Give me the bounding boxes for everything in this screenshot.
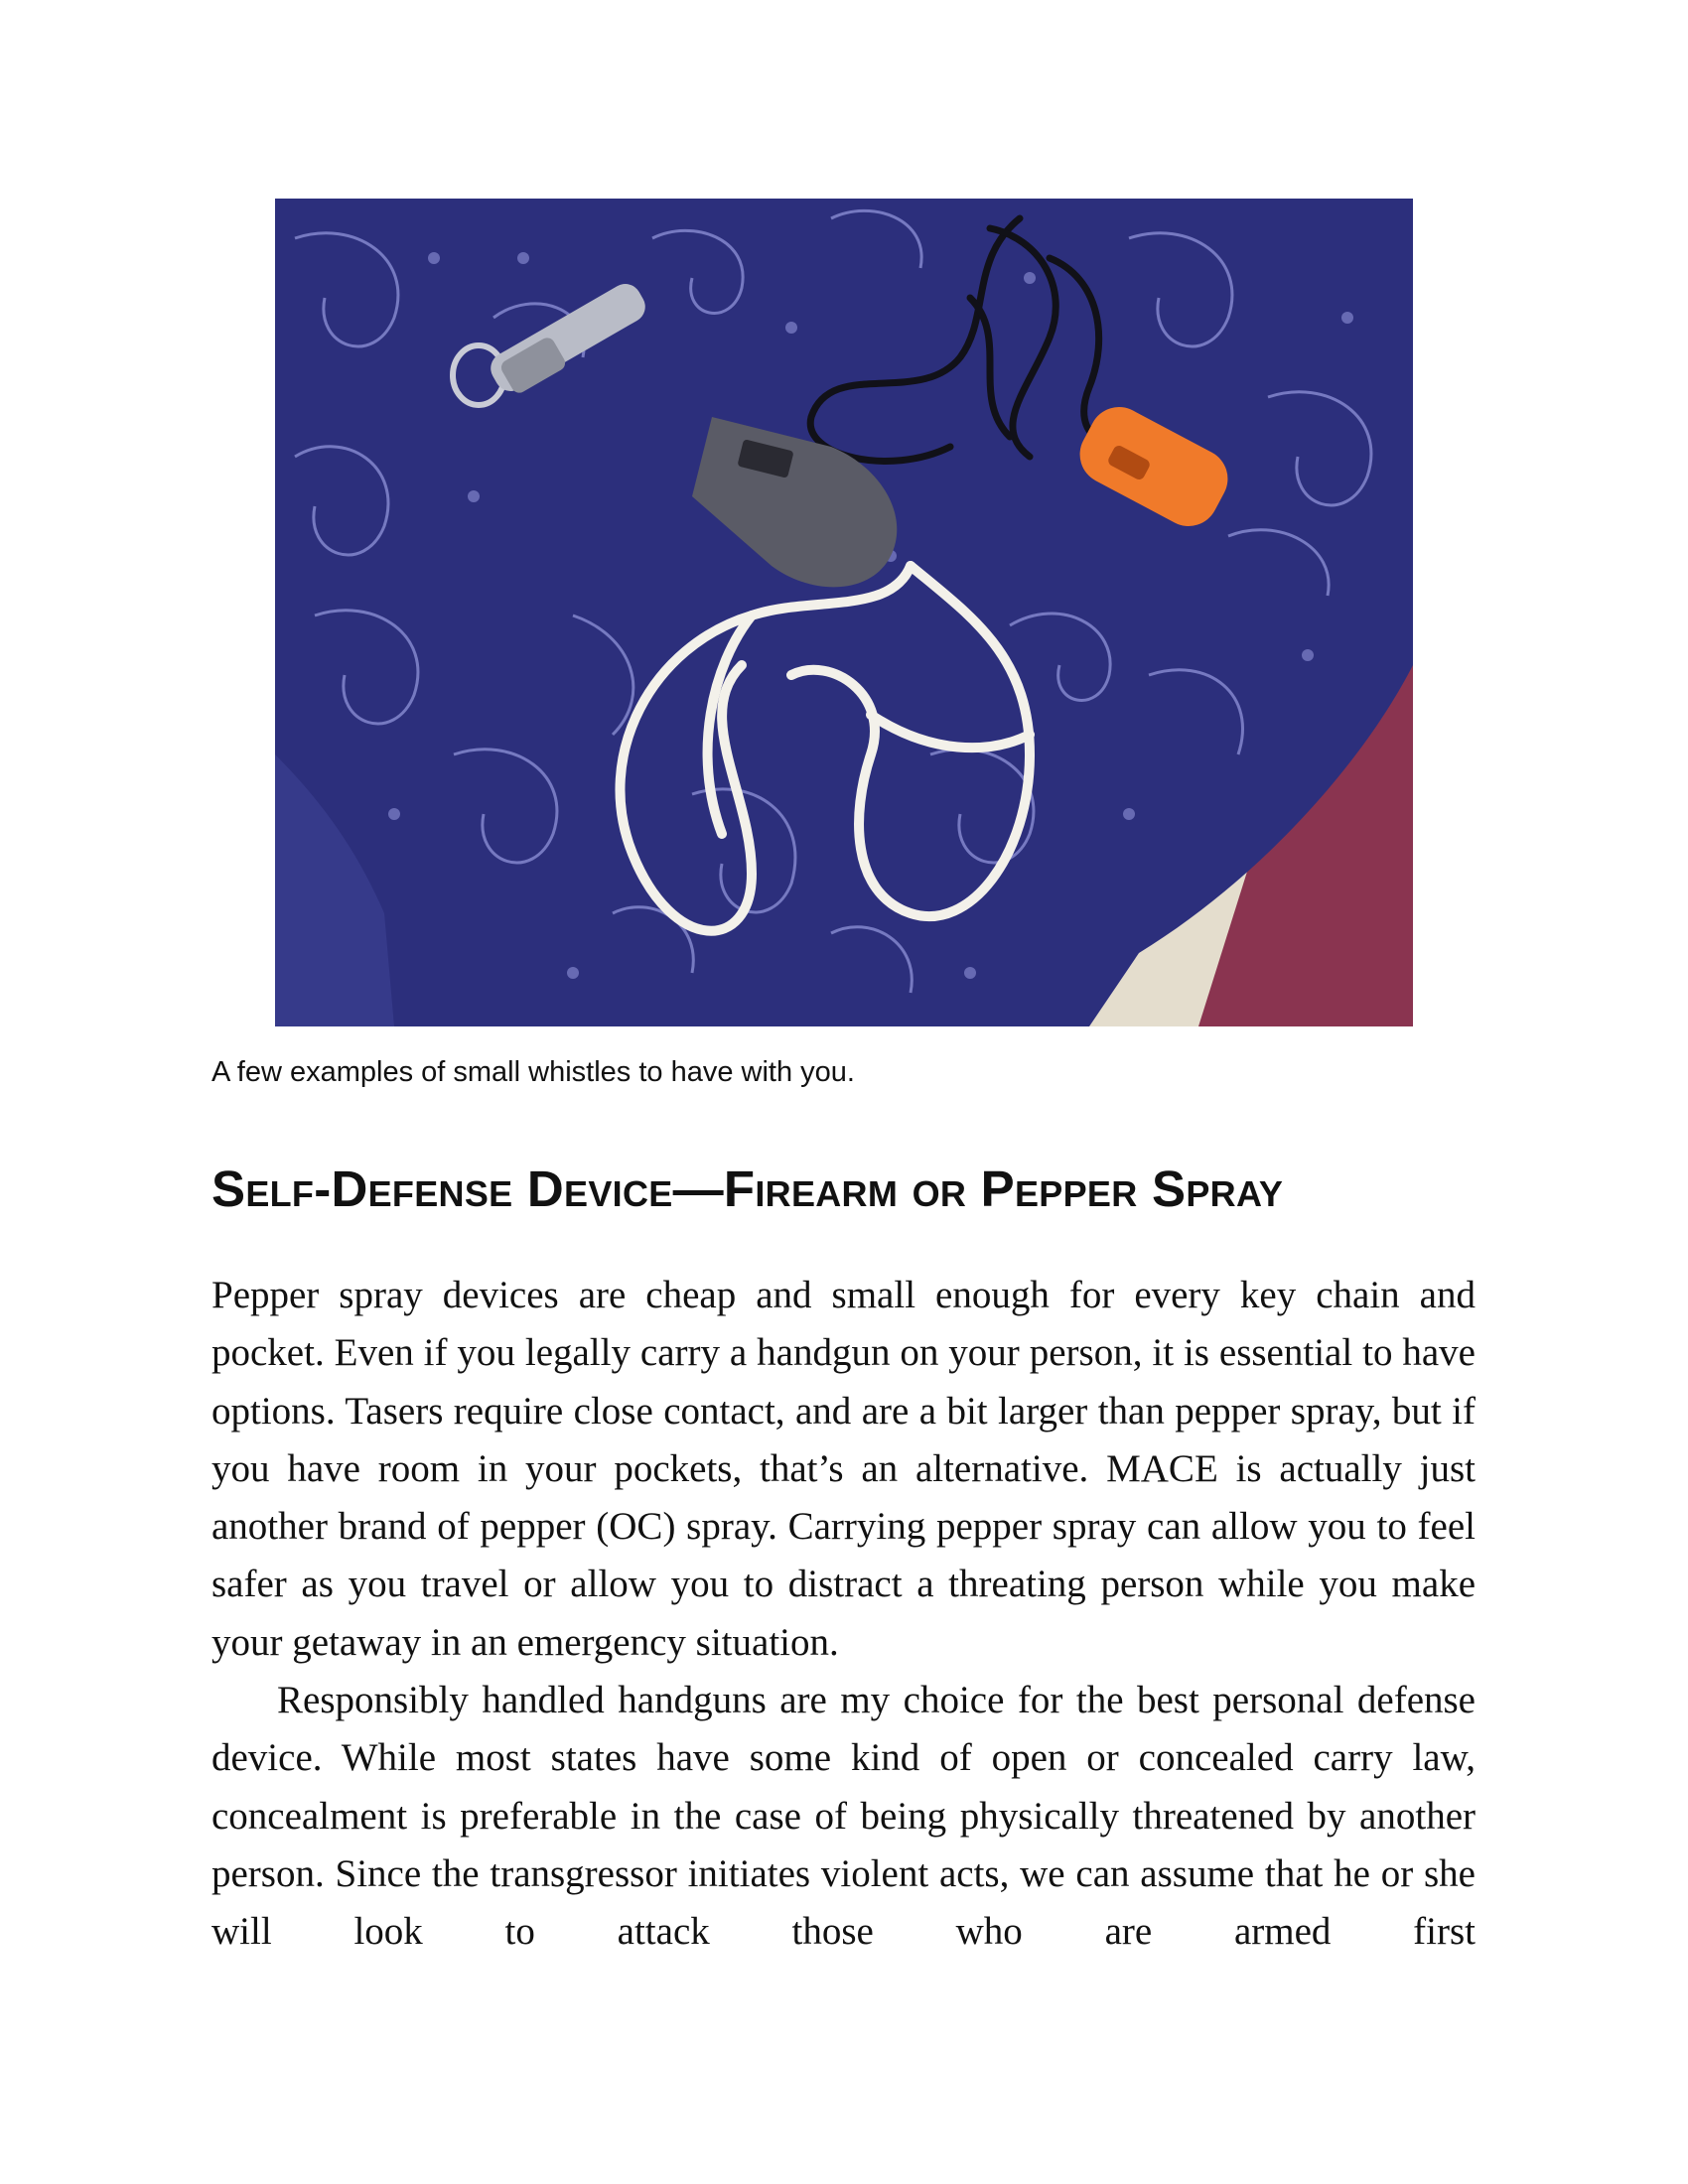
paragraph: Pepper spray devices are cheap and small enough for every key chain and pocket. Even if you legally carry a handgun on your person, it is essential to have options. Tasers require close contact, and are a bit larger than pepper spray, but if you have room in your pockets, that’s an alternative. MACE is actually just another brand of pepper (OC) spray. Carrying pepper spray can allow you to feel safer as you travel or allow you to distract a threating person while you make your getaway in an emergency situation. [211, 1274, 1476, 1664]
whistles-photo [275, 199, 1413, 1026]
body-text [211, 1267, 1476, 1962]
whistles-photo-illustration [275, 199, 1413, 1026]
figure-caption: A few examples of small whistles to have with you. [211, 1056, 855, 1088]
section-heading: Self-Defense Device—Firearm or Pepper Spray [211, 1160, 1284, 1217]
paragraph: Responsibly handled handguns are my choice for the best personal defense device. While most states have some kind of open or concealed carry law, concealment is preferable in the case of being physically threatened by another person. Since the transgressor initiates violent acts, we can assume that he or she will look to attack those who are armed first [211, 1679, 1476, 1954]
